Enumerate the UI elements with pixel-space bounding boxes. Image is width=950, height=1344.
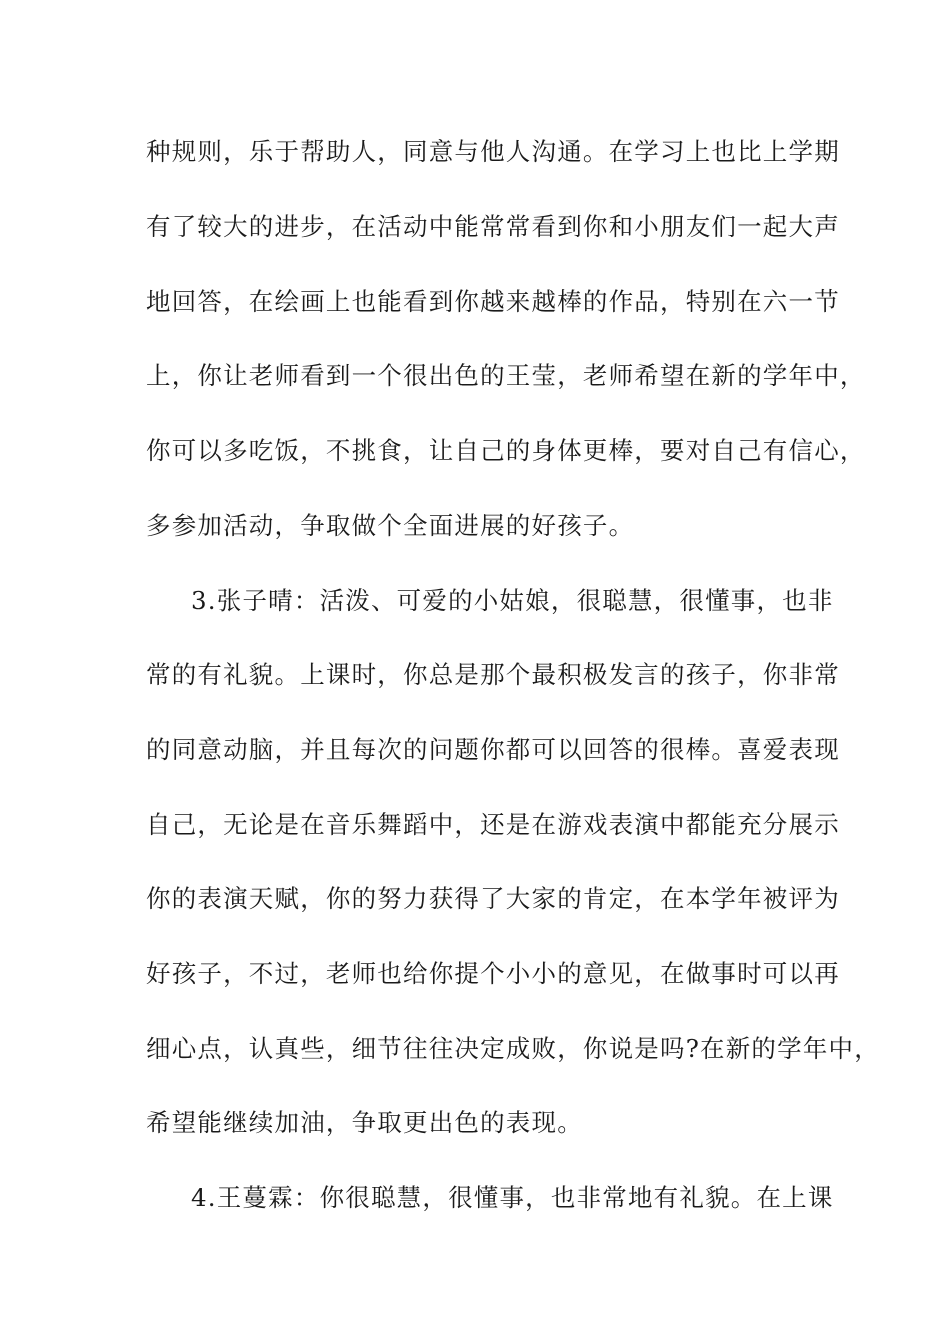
paragraph-line: 常的有礼貌。上课时，你总是那个最积极发言的孩子，你非常 — [146, 660, 840, 689]
paragraph-line: 自己，无论是在音乐舞蹈中，还是在游戏表演中都能充分展示 — [146, 810, 840, 839]
paragraph-line: 你的表演天赋，你的努力获得了大家的肯定，在本学年被评为 — [146, 884, 840, 913]
paragraph-line: 好孩子，不过，老师也给你提个小小的意见，在做事时可以再 — [146, 959, 840, 988]
paragraph-line: 你可以多吃饭，不挑食，让自己的身体更棒，要对自己有信心， — [146, 436, 866, 465]
paragraph-line: 细心点，认真些，细节往往决定成败，你说是吗?在新的学年中， — [146, 1034, 880, 1063]
paragraph-line: 种规则，乐于帮助人，同意与他人沟通。在学习上也比上学期 — [146, 137, 840, 166]
paragraph-line: 上，你让老师看到一个很出色的王莹，老师希望在新的学年中， — [146, 361, 866, 390]
paragraph-line: 的同意动脑，并且每次的问题你都可以回答的很棒。喜爱表现 — [146, 735, 840, 764]
paragraph-line: 有了较大的进步，在活动中能常常看到你和小朋友们一起大声 — [146, 212, 840, 241]
paragraph-line: 多参加活动，争取做个全面进展的好孩子。 — [146, 511, 635, 540]
paragraph-line: 4.王蔓霖：你很聪慧，很懂事，也非常地有礼貌。在上课 — [191, 1183, 834, 1212]
paragraph-line: 希望能继续加油，争取更出色的表现。 — [146, 1108, 583, 1137]
paragraph-line: 3.张子晴：活泼、可爱的小姑娘，很聪慧，很懂事，也非 — [191, 586, 834, 615]
paragraph-line: 地回答，在绘画上也能看到你越来越棒的作品，特别在六一节 — [146, 287, 840, 316]
